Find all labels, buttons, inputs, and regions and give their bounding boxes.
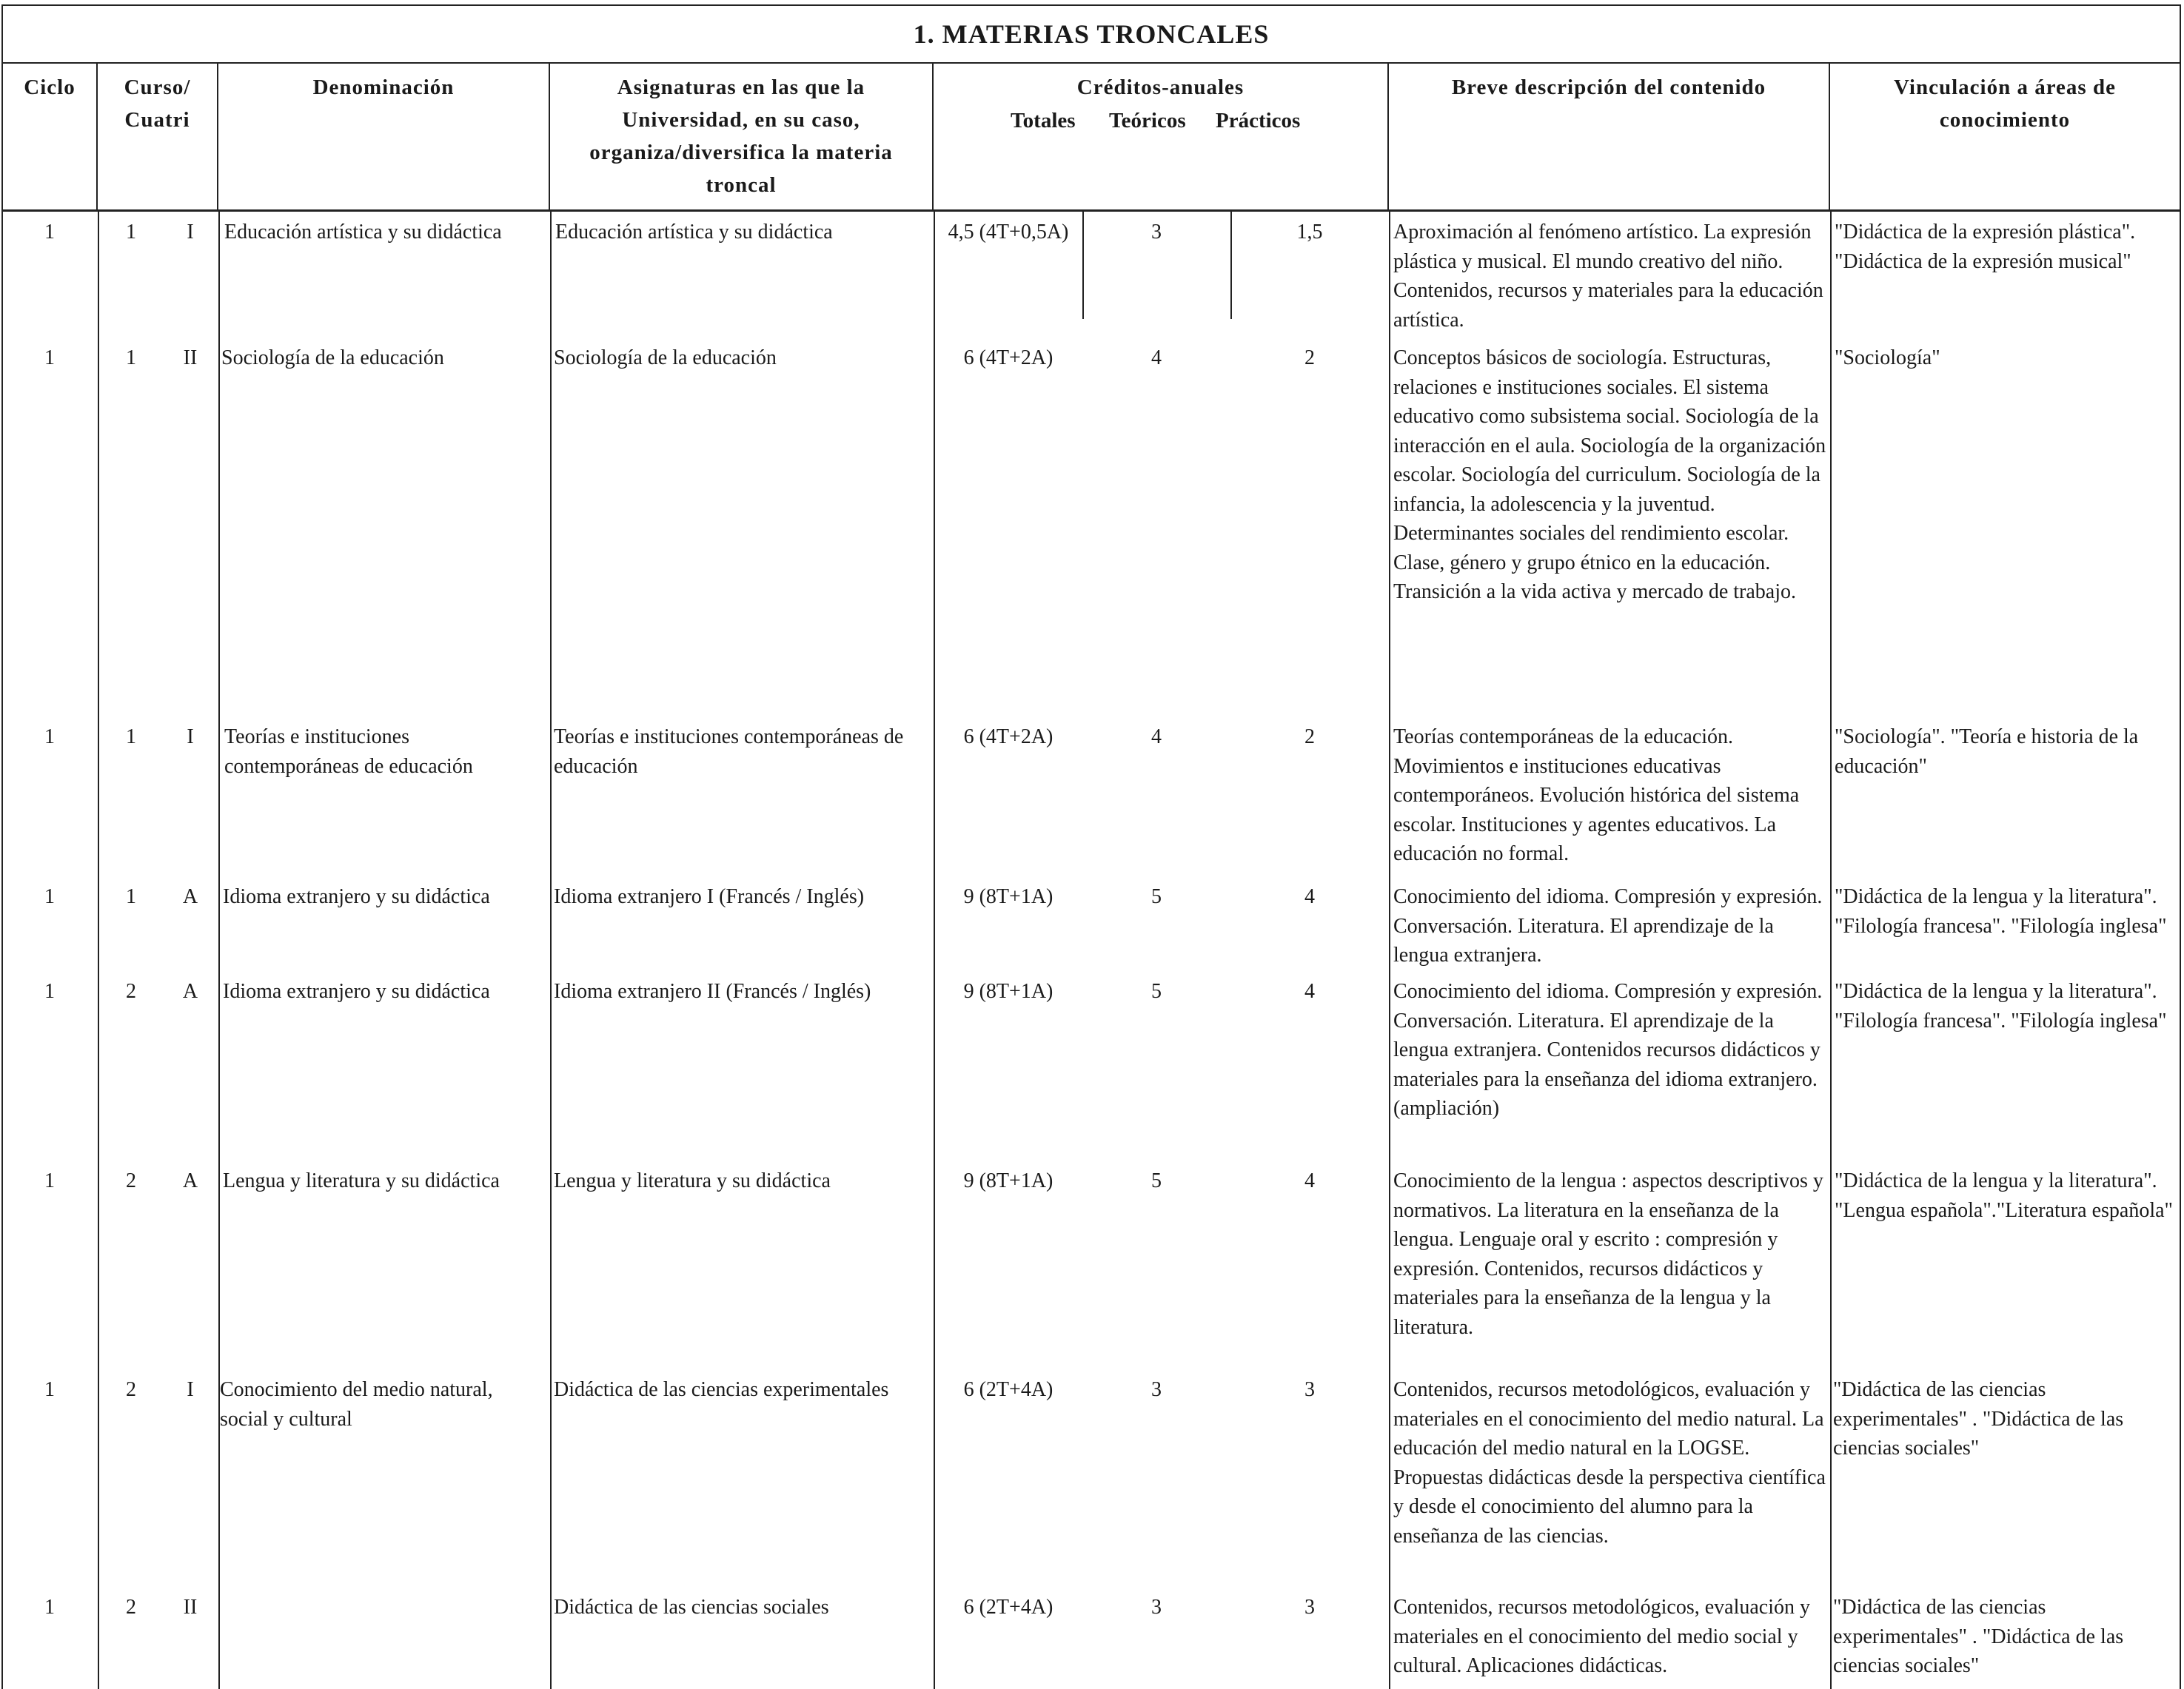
col-line-4 [934,212,935,1689]
cell-descripcion: Conocimiento de la lengua : aspectos descriptivos y normativos. La literatura en la enseñanza de la lengua. Lenguaje oral y escrito : compresión y expresión. Contenidos, recursos didácticos y materiales para la enseñanza de la lengua y la literatura. [1393,1169,1823,1339]
col-line-8 [1830,212,1832,1689]
cell-teoricos: 5 [1151,980,1162,1003]
cell-curso: 1 [126,221,136,244]
cell-cuatri: I [187,725,194,748]
header-creditos-label: Créditos-anuales [1076,75,1245,99]
cell-vinculacion: "Didáctica de las ciencias experimentales" . "Didáctica de las ciencias sociales" [1833,1378,2124,1460]
cell-asignatura: Teorías e instituciones contemporáneas de educación [554,725,904,778]
cell-practicos: 3 [1304,1596,1315,1619]
cell-ciclo: 1 [44,980,55,1003]
header-vinculacion-label: Vinculación a áreas de conocimiento [1894,75,2116,132]
cell-asignatura: Didáctica de las ciencias experimentales [554,1378,889,1401]
cell-vinculacion: "Didáctica de la expresión plástica". "Didáctica de la expresión musical" [1835,221,2136,273]
cell-teoricos: 5 [1151,885,1162,908]
cell-totales: 4,5 (4T+0,5A) [948,221,1069,244]
header-denominacion [218,64,550,212]
cell-practicos: 2 [1304,346,1315,369]
cell-curso: 1 [126,346,136,369]
cell-curso: 1 [126,885,136,908]
cell-asignatura: Sociología de la educación [554,346,777,369]
cell-practicos: 4 [1304,980,1315,1003]
col-line-2 [218,212,220,1689]
cell-teoricos: 3 [1151,1596,1162,1619]
header-vinculacion [1830,64,2181,212]
cell-cuatri: II [183,1596,198,1619]
cell-curso: 2 [126,980,136,1003]
cell-cuatri: I [187,221,194,244]
header-curso-line1: Curso/ [124,75,191,99]
cell-vinculacion: "Sociología". "Teoría e historia de la educación" [1835,725,2139,778]
cell-practicos: 4 [1304,885,1315,908]
cell-ciclo: 1 [44,221,55,244]
cell-ciclo: 1 [44,885,55,908]
cell-practicos: 2 [1304,725,1315,748]
cell-denominacion: Educación artística y su didáctica [224,221,502,244]
header-curso-line2: Cuatri [124,108,190,132]
cell-teoricos: 3 [1151,1378,1162,1401]
header-asignaturas-label: Asignaturas en las que la Universidad, en su caso, organiza/diversifica la materia troncal [589,75,893,197]
col-line-9 [2180,4,2181,1689]
col-line-0 [1,212,3,1689]
header-practicos: Prácticos [1216,109,1301,132]
cell-vinculacion: "Sociología" [1835,346,1940,369]
cell-asignatura: Lengua y literatura y su didáctica [554,1169,831,1192]
cell-descripcion: Contenidos, recursos metodológicos, evaluación y materiales en el conocimiento del medio social y cultural. Aplicaciones didácticas. [1393,1596,1810,1677]
cell-descripcion: Teorías contemporáneas de la educación. Movimientos e instituciones educativas contemporáneos. Evolución histórica del sistema escolar. Instituciones y agentes educativos. La educación no formal. [1393,725,1800,865]
header-ciclo-label: Ciclo [24,75,76,99]
cell-teoricos: 4 [1151,725,1162,748]
header-ciclo [1,64,98,212]
cell-vinculacion: "Didáctica de la lengua y la literatura". "Filología francesa". "Filología inglesa" [1835,885,2167,938]
col-line-1 [98,212,99,1689]
cell-ciclo: 1 [44,346,55,369]
cell-teoricos: 5 [1151,1169,1162,1192]
cell-denominacion: Idioma extranjero y su didáctica [223,885,490,908]
cell-totales: 6 (4T+2A) [963,346,1054,369]
cell-descripcion: Conceptos básicos de sociología. Estructuras, relaciones e instituciones sociales. El sistema educativo como subsistema social. Sociología de la interacción en el aula. Sociología de la organización escolar. Sociología del curriculum. Sociología de la infancia, la adolescencia y la juventud. Determinantes sociales del rendimiento escolar. Clase, género y grupo étnico en la educación. Transición a la vida activa y mercado de trabajo. [1393,346,1826,603]
document-table [1,4,2181,1689]
cell-vinculacion: "Didáctica de las ciencias experimentales" . "Didáctica de las ciencias sociales" [1833,1596,2124,1677]
cell-practicos: 1,5 [1296,221,1323,244]
cell-curso: 2 [126,1378,136,1401]
cell-totales: 6 (2T+4A) [963,1596,1054,1619]
cell-teoricos: 3 [1151,221,1162,244]
cell-ciclo: 1 [44,1169,55,1192]
cell-curso: 2 [126,1169,136,1192]
cell-denominacion: Teorías e instituciones contemporáneas de educación [224,725,473,778]
cell-ciclo: 1 [44,1378,55,1401]
cell-curso: 1 [126,725,136,748]
cell-totales: 9 (8T+1A) [963,980,1054,1003]
cell-totales: 6 (4T+2A) [963,725,1054,748]
cell-denominacion: Lengua y literatura y su didáctica [223,1169,500,1192]
col-line-7 [1389,212,1390,1689]
header-teoricos: Teóricos [1109,109,1186,132]
cell-ciclo: 1 [44,725,55,748]
cell-asignatura: Idioma extranjero I (Francés / Inglés) [554,885,865,908]
cell-denominacion: Conocimiento del medio natural, social y cultural [220,1378,493,1431]
cell-vinculacion: "Didáctica de la lengua y la literatura". "Filología francesa". "Filología inglesa" [1835,980,2167,1032]
cell-curso: 2 [126,1596,136,1619]
col-line-3 [550,212,552,1689]
cell-descripcion: Conocimiento del idioma. Compresión y expresión. Conversación. Literatura. El aprendizaje de la lengua extranjera. Contenidos recursos didácticos y materiales para la enseñanza del idioma extranjero. (ampliación) [1393,980,1823,1120]
cell-totales: 9 (8T+1A) [963,885,1054,908]
cell-descripcion: Contenidos, recursos metodológicos, evaluación y materiales en el conocimiento del medio natural. La educación del medio natural en la LOGSE. Propuestas didácticas desde la perspectiva científica y desde el conocimiento del alumno para la enseñanza de las ciencias. [1393,1378,1826,1548]
cell-cuatri: A [182,1169,198,1192]
cell-descripcion: Aproximación al fenómeno artístico. La expresión plástica y musical. El mundo creativo del niño. Contenidos, recursos y materiales para la educación artística. [1393,221,1823,332]
cell-vinculacion: "Didáctica de la lengua y la literatura". "Lengua española"."Literatura española" [1835,1169,2173,1222]
cell-asignatura: Didáctica de las ciencias sociales [554,1596,829,1619]
header-creditos [934,64,1389,212]
page-title: 1. MATERIAS TRONCALES [1,4,2181,64]
cell-practicos: 4 [1304,1169,1315,1192]
header-totales: Totales [1011,109,1076,132]
cell-cuatri: A [182,980,198,1003]
cell-cuatri: A [182,885,198,908]
cell-practicos: 3 [1304,1378,1315,1401]
header-descripcion [1389,64,1830,212]
header-descripcion-label: Breve descripción del contenido [1451,75,1766,99]
header-curso [98,64,218,212]
cell-totales: 6 (2T+4A) [963,1378,1054,1401]
cell-cuatri: II [183,346,198,369]
cell-descripcion: Conocimiento del idioma. Compresión y expresión. Conversación. Literatura. El aprendizaje de la lengua extranjera. [1393,885,1823,967]
header-denominacion-label: Denominación [312,75,455,99]
cell-asignatura: Educación artística y su didáctica [555,221,833,244]
cell-totales: 9 (8T+1A) [963,1169,1054,1192]
cell-asignatura: Idioma extranjero II (Francés / Inglés) [554,980,871,1003]
cell-denominacion: Sociología de la educación [221,346,444,369]
cell-ciclo: 1 [44,1596,55,1619]
cell-cuatri: I [187,1378,194,1401]
header-asignaturas [550,64,934,212]
cell-teoricos: 4 [1151,346,1162,369]
cell-denominacion: Idioma extranjero y su didáctica [223,980,490,1003]
